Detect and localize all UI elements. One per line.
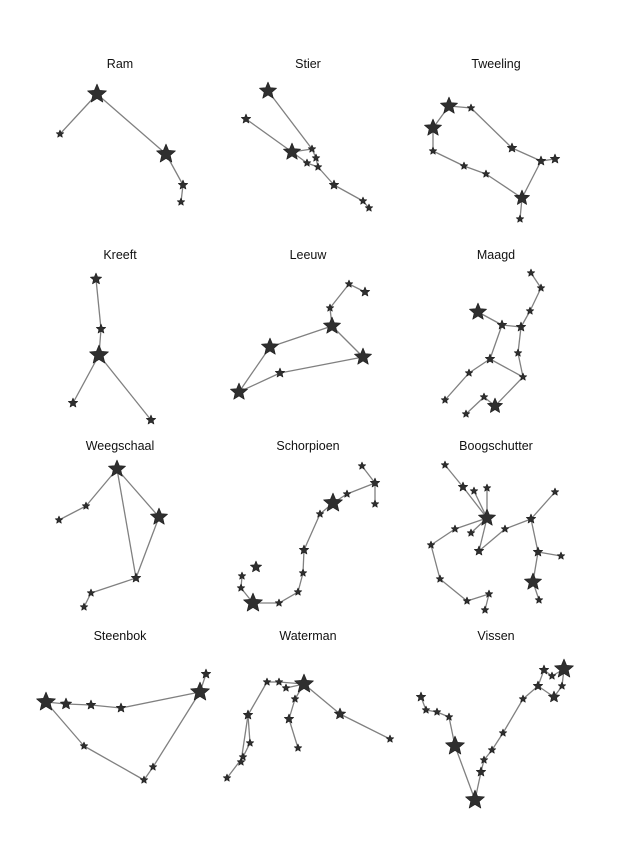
star-icon (535, 596, 543, 603)
star-icon (445, 736, 464, 754)
star-icon (275, 599, 283, 606)
star-icon (557, 552, 565, 559)
star-icon (360, 287, 370, 296)
star-icon (263, 678, 271, 685)
constellation-stier (241, 57, 373, 211)
constellation-name-boogschutter: Boogschutter (459, 439, 533, 453)
constellation-line (431, 545, 440, 579)
star-icon (60, 698, 71, 709)
constellation-line (91, 578, 136, 593)
constellation-line (490, 325, 502, 359)
star-icon (548, 691, 559, 702)
star-icon (488, 746, 496, 753)
constellation-line (433, 151, 464, 166)
constellation-line (289, 719, 298, 748)
constellation-line (503, 699, 523, 733)
constellation-line (246, 119, 292, 152)
star-icon (460, 162, 468, 169)
star-icon (334, 708, 345, 719)
star-icon (36, 692, 55, 710)
constellation-line (531, 492, 555, 519)
constellation-line (512, 148, 541, 161)
star-icon (108, 460, 125, 476)
constellation-line (117, 469, 159, 517)
constellation-name-schorpioen: Schorpioen (276, 439, 340, 453)
star-icon (345, 280, 353, 287)
star-icon (422, 706, 430, 713)
star-icon (89, 345, 108, 363)
star-icon (527, 269, 535, 276)
constellation-line (304, 514, 320, 550)
star-icon (190, 682, 209, 700)
star-icon (548, 672, 556, 679)
star-icon (481, 606, 489, 613)
star-icon (284, 714, 294, 723)
star-icon (246, 739, 254, 746)
star-icon (433, 708, 441, 715)
constellation-line (495, 377, 523, 406)
constellation-line (153, 692, 200, 767)
constellation-ram (56, 57, 188, 205)
constellation-line (59, 506, 86, 520)
constellation-name-ram: Ram (106, 57, 134, 71)
star-icon (469, 303, 486, 319)
star-icon (87, 589, 95, 596)
star-icon (86, 700, 96, 709)
star-icon (465, 790, 484, 808)
constellation-waterman (223, 629, 394, 781)
constellation-name-steenbok: Steenbok (93, 629, 147, 643)
constellation-line (469, 359, 490, 373)
star-icon (371, 500, 379, 507)
constellation-vissen (416, 629, 573, 808)
constellation-line (136, 517, 159, 578)
constellation-line (347, 483, 375, 494)
star-icon (429, 147, 437, 154)
star-icon (441, 461, 449, 468)
star-icon (131, 573, 141, 582)
constellation-line (96, 279, 101, 329)
constellation-name-weegschaal: Weegschaal (85, 439, 155, 453)
constellation-line (440, 579, 467, 601)
constellation-line (270, 326, 332, 347)
constellation-line (455, 746, 475, 800)
star-icon (259, 82, 276, 98)
constellation-kreeft (68, 248, 156, 424)
constellation-line (334, 185, 363, 201)
star-icon (275, 368, 285, 377)
constellation-line (248, 682, 267, 715)
constellation-line (530, 288, 541, 311)
constellation-line (531, 519, 538, 552)
constellation-line (431, 529, 455, 545)
constellation-weegschaal (55, 439, 167, 610)
star-icon (558, 682, 566, 689)
constellation-line (445, 465, 463, 487)
constellation-maagd (441, 248, 545, 417)
star-icon (275, 678, 283, 685)
constellation-line (330, 284, 349, 308)
star-icon (261, 338, 278, 354)
constellation-line (121, 692, 200, 708)
star-icon (497, 320, 507, 329)
star-icon (323, 317, 340, 333)
constellation-line (97, 94, 166, 154)
constellation-name-maagd: Maagd (476, 248, 516, 262)
constellation-boogschutter (427, 439, 565, 613)
constellation-steenbok (36, 629, 210, 783)
star-icon (201, 669, 211, 678)
star-icon (282, 684, 290, 691)
star-icon (499, 729, 507, 736)
constellation-line (117, 469, 136, 578)
constellation-line (522, 161, 541, 198)
constellation-name-vissen: Vissen (477, 629, 515, 643)
constellation-name-kreeft: Kreeft (103, 248, 137, 262)
star-icon (116, 703, 126, 712)
constellation-name-tweeling: Tweeling (471, 57, 521, 71)
star-icon (156, 144, 175, 162)
constellation-schorpioen (237, 439, 380, 611)
constellation-line (490, 359, 523, 377)
star-icon (177, 198, 185, 205)
constellation-leeuw (230, 248, 371, 399)
star-icon (536, 156, 546, 165)
star-icon (149, 763, 157, 770)
star-icon (68, 398, 78, 407)
star-icon (80, 603, 88, 610)
constellation-line (280, 357, 363, 373)
constellation-line (279, 592, 298, 603)
star-icon (250, 561, 261, 572)
star-icon (230, 383, 247, 399)
star-icon (55, 516, 63, 523)
star-icon (358, 462, 366, 469)
constellation-name-waterman: Waterman (279, 629, 337, 643)
star-icon (294, 744, 302, 751)
star-icon (440, 97, 457, 113)
constellation-line (248, 715, 250, 743)
star-icon (524, 573, 541, 589)
star-icon (303, 159, 311, 166)
star-icon (516, 215, 524, 222)
constellation-line (340, 714, 390, 739)
constellation-name-leeuw: Leeuw (289, 248, 327, 262)
star-icon (386, 735, 394, 742)
constellation-line (84, 746, 144, 780)
constellation-line (466, 397, 484, 414)
constellation-tweeling (424, 57, 559, 222)
star-icon (416, 692, 426, 701)
star-icon (470, 487, 478, 494)
constellation-name-stier: Stier (295, 57, 321, 71)
constellation-line (471, 108, 512, 148)
star-icon (550, 154, 560, 163)
constellation-line (99, 355, 151, 420)
constellation-line (445, 373, 469, 400)
star-icon (526, 307, 534, 314)
constellation-line (486, 174, 522, 198)
constellation-line (518, 353, 523, 377)
star-icon (237, 584, 245, 591)
constellation-line (304, 684, 340, 714)
